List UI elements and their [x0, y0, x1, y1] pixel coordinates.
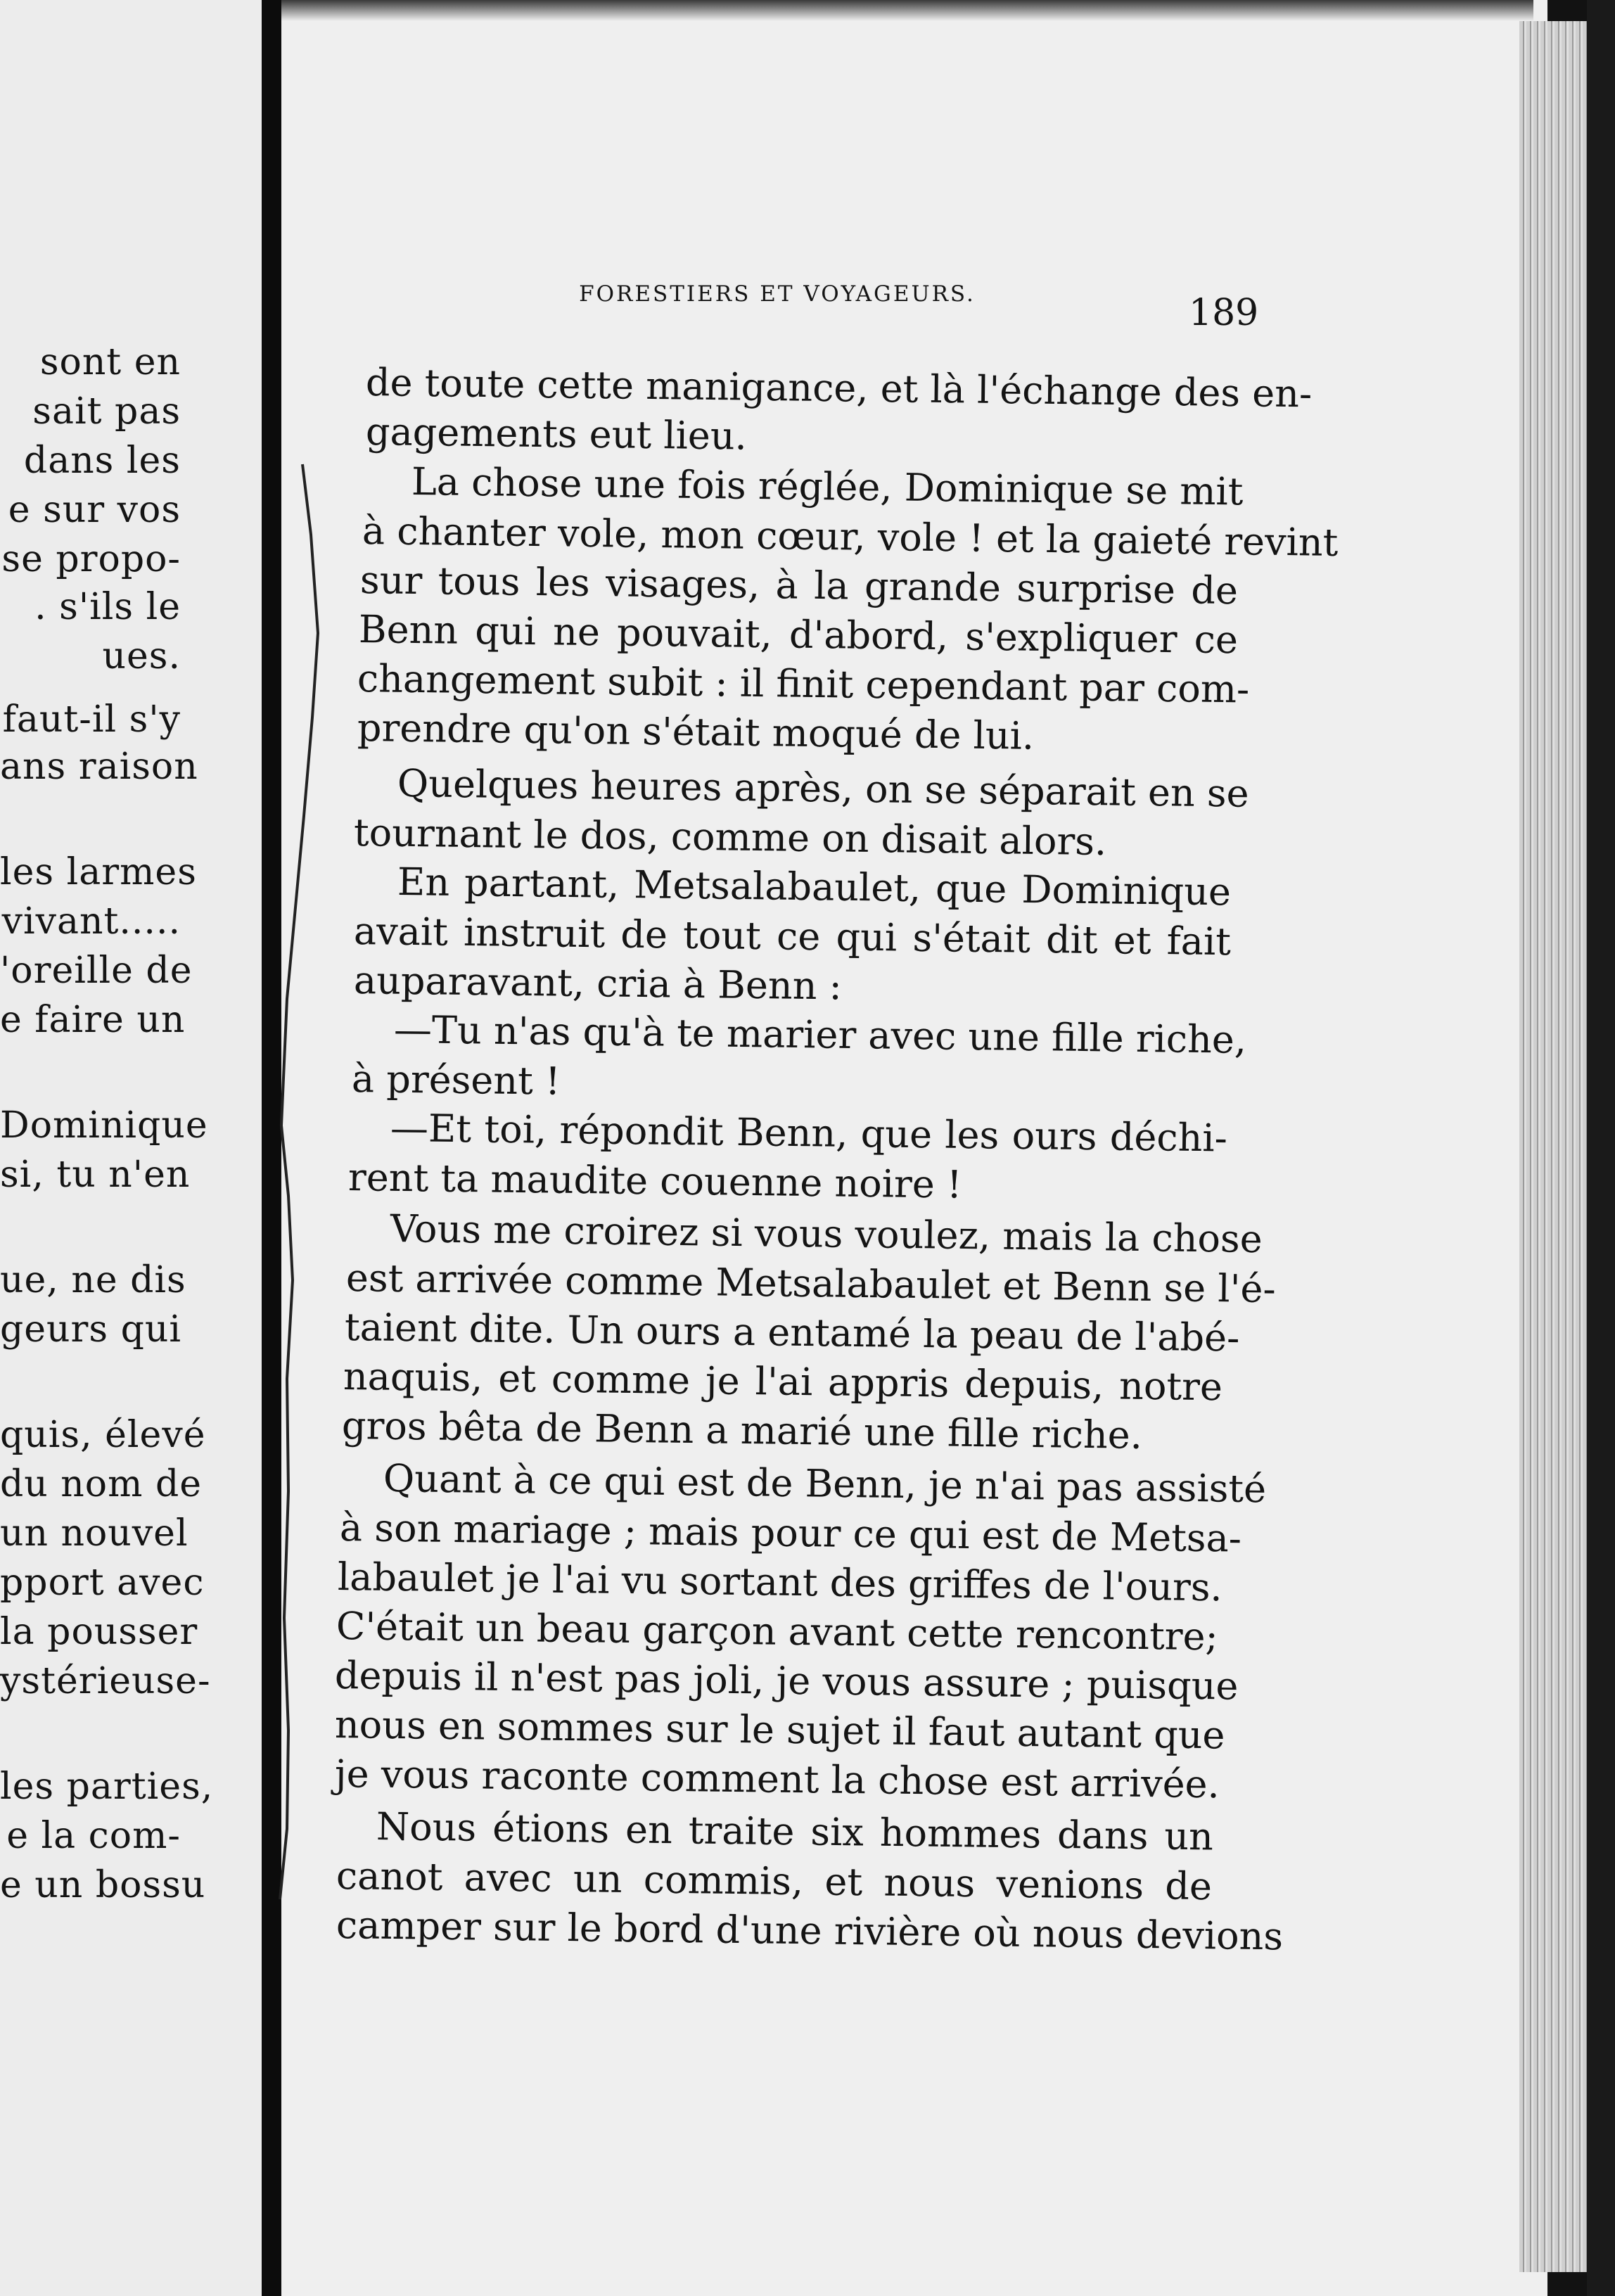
left-page-line: faut-il s'y	[2, 699, 181, 741]
top-shadow	[281, 0, 1533, 21]
text-line: Quelques heures après, on se séparait en se	[397, 761, 1249, 816]
text-line: Benn qui ne pouvait, d'abord, s'expliquer ce	[358, 607, 1239, 663]
left-page-line: 'oreille de	[0, 950, 193, 992]
left-page-line: sont en	[39, 341, 181, 383]
text-line: à son mariage ; mais pour ce qui est de Metsa-	[339, 1505, 1242, 1561]
text-line: avait instruit de tout ce qui s'était dit et fait	[353, 909, 1232, 964]
left-page-line: quis, élevé	[0, 1414, 206, 1456]
left-page-line: la pousser	[0, 1611, 198, 1653]
text-line: de toute cette manigance, et là l'échange des en-	[365, 360, 1313, 416]
text-line: C'était un beau garçon avant cette rencontre;	[336, 1604, 1219, 1659]
left-page-line: les larmes	[0, 851, 197, 893]
text-line: rent ta maudite couenne noire !	[347, 1155, 963, 1207]
left-page-line: du nom de	[0, 1463, 203, 1505]
text-line: prendre qu'on s'était moqué de lui.	[357, 706, 1035, 758]
text-line: tournant le dos, comme on disait alors.	[353, 810, 1107, 865]
text-line: auparavant, cria à Benn :	[353, 958, 843, 1009]
text-line: taient dite. Un ours a entamé la peau de l'abé-	[344, 1305, 1240, 1360]
left-page-line: ue, ne dis	[0, 1259, 186, 1301]
running-head: FORESTIERS ET VOYAGEURS.	[579, 281, 976, 307]
left-page-line: un nouvel	[0, 1512, 189, 1555]
left-page-line: vivant.....	[1, 900, 181, 943]
text-line: Quant à ce qui est de Benn, je n'ai pas assisté	[383, 1456, 1267, 1512]
text-line: gagements eut lieu.	[365, 409, 748, 459]
text-line: je vous raconte comment la chose est arrivée.	[334, 1752, 1220, 1807]
left-page-line: Dominique	[0, 1104, 208, 1147]
text-line: canot avec un commis, et nous venions de	[336, 1854, 1213, 1909]
left-page-line: e un bossu	[0, 1864, 206, 1906]
left-page-line: ues.	[102, 635, 181, 677]
text-line: est arrivée comme Metsalabaulet et Benn se l'é-	[345, 1256, 1277, 1312]
text-line: —Tu n'as qu'à te marier avec une fille riche,	[393, 1007, 1247, 1062]
left-page-line: pport avec	[0, 1562, 205, 1604]
text-line: En partant, Metsalabaulet, que Dominique	[397, 860, 1232, 914]
left-page-line: se propo-	[1, 538, 181, 580]
text-line: labaulet je l'ai vu sortant des griffes de l'ours.	[337, 1555, 1223, 1610]
left-page-line: ystérieuse-	[0, 1660, 211, 1702]
left-page-line: sait pas	[32, 390, 181, 433]
left-page-line: e la com-	[6, 1815, 181, 1857]
text-line: —Et toi, répondit Benn, que les ours déchi-	[390, 1106, 1228, 1161]
left-page-line: les parties,	[0, 1766, 214, 1808]
left-page-line: dans les	[23, 440, 181, 482]
page-number: 189	[1189, 292, 1259, 334]
text-line: Vous me croirez si vous voulez, mais la chose	[390, 1206, 1263, 1262]
left-page-line: . s'ils le	[34, 586, 181, 628]
text-line: à présent !	[351, 1057, 561, 1104]
text-line: depuis il n'est pas joli, je vous assure ; puisque	[334, 1653, 1239, 1709]
text-line: Nous étions en traite six hommes dans un	[376, 1804, 1214, 1859]
text-line: sur tous les visages, à la grande surprise de	[359, 558, 1239, 613]
text-line: naquis, et comme je l'ai appris depuis, notre	[343, 1354, 1223, 1410]
left-page-line: si, tu n'en	[0, 1154, 191, 1196]
left-page-line: e sur vos	[8, 489, 181, 531]
left-page-line: e faire un	[0, 999, 186, 1041]
text-line: gros bêta de Benn a marié une fille riche.	[341, 1403, 1143, 1458]
text-line: à chanter vole, mon cœur, vole ! et la gaieté revint	[362, 509, 1339, 565]
scan-border	[1587, 0, 1615, 2296]
left-page-line: ans raison	[0, 746, 198, 788]
text-line: camper sur le bord d'une rivière où nous devions	[336, 1903, 1284, 1959]
text-line: La chose une fois réglée, Dominique se mit	[411, 459, 1244, 514]
text-line: nous en sommes sur le sujet il faut autant que	[334, 1702, 1225, 1758]
text-line: changement subit : il finit cependant par com-	[357, 656, 1250, 712]
left-page-line: geurs qui	[0, 1308, 182, 1351]
left-page-fragment	[0, 0, 262, 2296]
